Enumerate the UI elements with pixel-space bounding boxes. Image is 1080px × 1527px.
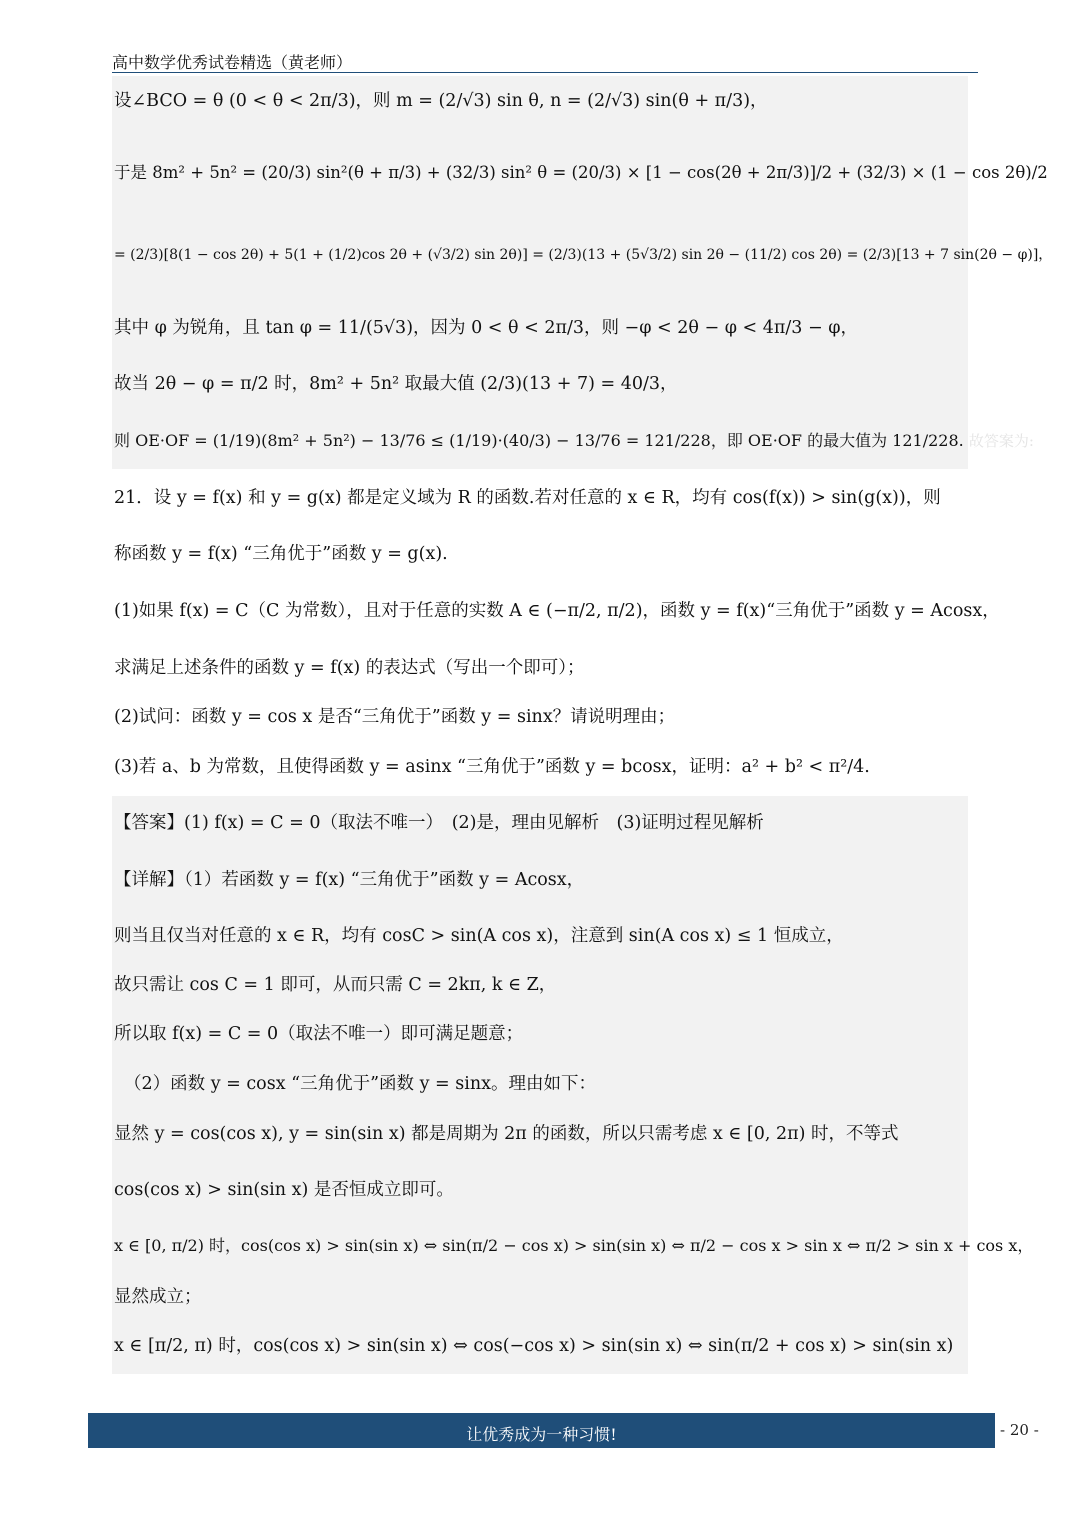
faded-answer-label: 故答案为:	[968, 432, 1034, 450]
solution-line-4: 其中 φ 为锐角，且 tan φ = 11/(5√3)，因为 0 < θ < 2π/3，则 −φ < 2θ − φ < 4π/3 − φ，	[114, 318, 858, 338]
question-21-part-1-cont: 求满足上述条件的函数 y = f(x) 的表达式（写出一个即可）；	[114, 658, 585, 678]
detail-line-4: 所以取 f(x) = C = 0（取法不唯一）即可满足题意；	[114, 1024, 524, 1044]
question-21-line-2: 称函数 y = f(x) “三角优于”函数 y = g(x).	[114, 544, 448, 564]
detail-line-10: x ∈ [π/2, π) 时，cos(cos x) > sin(sin x) ⇔ cos(−cos x) > sin(sin x) ⇔ sin(π/2 + cos x) > sin(sin x)	[114, 1336, 954, 1356]
solution-line-6	[114, 433, 1034, 449]
detail-line-3: 故只需让 cos C = 1 即可，从而只需 C = 2kπ, k ∈ Z，	[114, 975, 557, 995]
solution-line-3: = (2/3)[8(1 − cos 2θ) + 5(1 + (1/2)cos 2θ + (√3/2) sin 2θ)] = (2/3)(13 + (5√3/2) sin 2θ − (11/2) cos 2θ) = (2/3)[13 + 7 sin(2θ − φ)]，	[114, 247, 1053, 263]
footer-bar	[88, 1413, 995, 1448]
solution-line-5: 故当 2θ − φ = π/2 时，8m² + 5n² 取最大值 (2/3)(13 + 7) = 40/3，	[114, 374, 678, 394]
solution-line-6-text: 则 OE·OF = (1/19)(8m² + 5n²) − 13/76 ≤ (1/19)·(40/3) − 13/76 = 121/228，即 OE·OF 的最大值为 121/228.	[114, 431, 964, 450]
question-21-part-2: (2)试问：函数 y = cos x 是否“三角优于”函数 y = sinx？请说明理由；	[114, 707, 676, 727]
question-21-part-1: (1)如果 f(x) = C（C 为常数），且对于任意的实数 A ∈ (−π/2, π/2)，函数 y = f(x)“三角优于”函数 y = Acosx，	[114, 601, 1000, 621]
detail-line-6: 显然 y = cos(cos x), y = sin(sin x) 都是周期为 2π 的函数，所以只需考虑 x ∈ [0, 2π) 时，不等式	[114, 1124, 899, 1144]
detail-line-2: 则当且仅当对任意的 x ∈ R，均有 cosC > sin(A cos x)，注意到 sin(A cos x) ≤ 1 恒成立，	[114, 926, 844, 946]
header-title: 高中数学优秀试卷精选（黄老师）	[112, 53, 353, 72]
detail-line-5: （2）函数 y = cosx “三角优于”函数 y = sinx。理由如下：	[124, 1074, 596, 1094]
page-header	[112, 48, 978, 73]
question-21-part-3: (3)若 a、b 为常数，且使得函数 y = asinx “三角优于”函数 y = bcosx，证明：a² + b² < π²/4.	[114, 757, 870, 777]
detail-line-8: x ∈ [0, π/2) 时，cos(cos x) > sin(sin x) ⇔ sin(π/2 − cos x) > sin(sin x) ⇔ π/2 − cos x > sin x ⇔ π/2 > sin x + cos x，	[114, 1236, 1034, 1255]
answer-line: 【答案】(1) f(x) = C = 0（取法不唯一） (2)是，理由见解析 (3)证明过程见解析	[114, 813, 764, 833]
solution-line-1: 设∠BCO = θ (0 < θ < 2π/3)，则 m = (2/√3) sin θ, n = (2/√3) sin(θ + π/3)，	[114, 91, 768, 111]
detail-line-1: 【详解】（1）若函数 y = f(x) “三角优于”函数 y = Acosx，	[114, 870, 585, 890]
detail-line-7: cos(cos x) > sin(sin x) 是否恒成立即可。	[114, 1180, 454, 1200]
footer-slogan: 让优秀成为一种习惯!	[466, 1425, 617, 1444]
solution-line-2: 于是 8m² + 5n² = (20/3) sin²(θ + π/3) + (32/3) sin² θ = (20/3) × [1 − cos(2θ + 2π/3)]/2 + (32/3) × (1 − cos 2θ)/2	[114, 163, 1048, 182]
solution-shaded-block	[112, 76, 968, 469]
question-21-line-1: 21．设 y = f(x) 和 y = g(x) 都是定义域为 R 的函数.若对任意的 x ∈ R，均有 cos(f(x)) > sin(g(x))，则	[114, 488, 941, 508]
detail-line-9: 显然成立；	[114, 1287, 202, 1307]
page-number: - 20 -	[1000, 1421, 1039, 1439]
